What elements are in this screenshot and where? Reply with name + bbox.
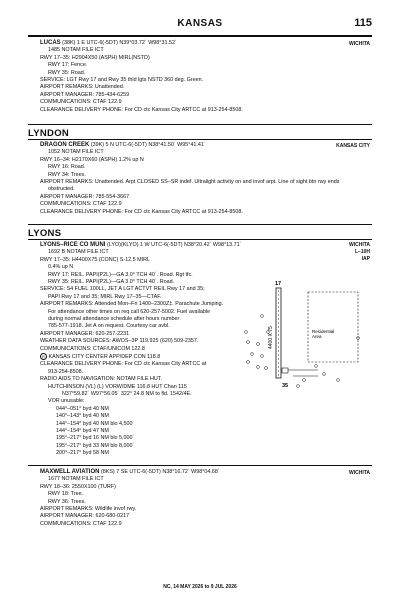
residential-area-boundary bbox=[308, 292, 358, 362]
airport-diagram bbox=[238, 276, 368, 394]
section-rule bbox=[28, 224, 372, 225]
dragon-region: KANSAS CITY bbox=[336, 143, 370, 149]
lucas-entry: LUCAS (38K) 1 E UTC-6(-5DT) N39°03.72´ W98°31.52´ 1485 NOTAM FILE ICT RWY 17–35: H2904X50 (ASPH) MIRL(NSTD) RWY 17: Fence. RWY 35: Road. SERVICE: LGT Rwy 17 and Rwy 35 thld lgts NSTD 360 deg. Green. AIRPORT REMARKS: Unattended. AIRPORT MANAGER: 785-434-6259 COMMUNICATIONS: CTAF 122.9 CLEARANCE DELIVERY PHONE: For CD ctc Kansas City ARTCC at 913-254-8508. bbox=[40, 40, 243, 113]
section-rule bbox=[28, 124, 372, 125]
effective-dates-footer: NC, 14 MAY 2026 to 9 JUL 2026 bbox=[163, 584, 237, 590]
obstacle-marker bbox=[261, 355, 264, 358]
lyons-entry: LYONS–RICE CO MUNI (LYO)(KLYO) 1 W UTC-6(-5DT) N38°20.42´ W98°13.71´ 1692 B NOTAM FILE ICT RWY 17–35: H4400X75 (CONC) S-12.5 MIRL 0.4% up N RWY 17: REIL. PAPI(P2L)—GA 3.0° TCH 40´. Road. Rgt tfc. RWY 35: REIL. PAPI(P2L)—GA 3.0° TCH 40´. Road. SERVICE: S4 FUEL 100LL, JET A LGT ACTVT REIL Rwy 17 and 35; PAPI Rwy 17 and 35; MIRL Rwy 17–35—CTAF. AIRPORT REMARKS: Attended Mon–Fri 1400–2300Z‡. Parachute Jumping. For attendance other times on req call 620-257-5002. Fuel available during normal attendance schedule after hours number 785-577-1918. Jet A on request. Courtesy car avbl. AIRPORT MANAGER: 620-257-2231 WEATHER DATA SOURCES: AWOS–3P 119.925 (620) 509-2357. COMMUNICATIONS: CTAF/UNICOM 122.8 R KANSAS CITY CENTER APP/DEP CON 118.8 CLEARANCE DELIVERY PHONE: For CD ctc Kansas City ARTCC at 913-254-8508. RADIO AIDS TO NAVIGATION: NOTAM FILE HUT. HUTCHINSON (VL) (L) VORW/DME 116.8 HUT Chan 115 N37°59.82´ W97°56.05´ 322° 24.8 NM to fld. 1542/4E. VOR unusable: 044°–051° byd 40 NM 140°–143° byd 40 NM 144°–154° byd 40 NM blo 4,500´ 144°–154° byd 47 NM 195°–217° byd 16 NM blo 5,000´ 195°–217° byd 33 NM blo 8,000´ 200°–217° byd 58 NM bbox=[40, 242, 242, 457]
airport-name: LUCAS bbox=[40, 40, 61, 46]
residential-label: Residential bbox=[312, 329, 335, 334]
section-rule bbox=[28, 465, 372, 466]
runway-17-label: 17 bbox=[275, 281, 282, 287]
obstacle-marker bbox=[261, 315, 264, 318]
obstacle-marker bbox=[297, 385, 300, 388]
obstacle-marker bbox=[303, 379, 306, 382]
runway-35-label: 35 bbox=[282, 383, 289, 389]
obstacle-marker bbox=[323, 373, 326, 376]
header-rule bbox=[28, 35, 372, 37]
obstacle-marker bbox=[257, 343, 260, 346]
area-label: Area bbox=[312, 334, 322, 339]
airport-name: MAXWELL AVIATION bbox=[40, 469, 100, 475]
airport-name: DRAGON CREEK bbox=[40, 142, 90, 148]
city-heading-lyndon: LYNDON bbox=[28, 128, 70, 139]
dragon-entry: DRAGON CREEK (39K) 5 N UTC-6(-5DT) N38°41.50´ W95°41.41´ 1052 NOTAM FILE ICT RWY 16–34: H2170X60 (ASPH) 1.2% up N RWY 16: Road. RWY 34: Trees. AIRPORT REMARKS: Unattended. Arpt CLOSED SS–SR indef. Ultralight activity on and invof arpt. Line of sight btn rwy ends obstructed. AIRPORT MANAGER: 785-554-3667 COMMUNICATIONS: CTAF 122.9 CLEARANCE DELIVERY PHONE: For CD ctc Kansas City ARTCC at 913-254-8508. bbox=[40, 142, 340, 215]
section-rule bbox=[28, 139, 372, 140]
page-header bbox=[28, 18, 372, 34]
page-number: 115 bbox=[354, 17, 372, 29]
airport-name: LYONS–RICE CO MUNI bbox=[40, 242, 106, 248]
obstacle-marker bbox=[247, 341, 250, 344]
obstacle-marker bbox=[251, 353, 254, 356]
apron bbox=[282, 368, 288, 373]
maxwell-entry: MAXWELL AVIATION (8KS) 7 SE UTC-6(-5DT) N38°16.72´ W98°04.68´ 1677 NOTAM FILE ICT RWY 18–36: 2550X100 (TURF) RWY 18: Tree. RWY 36: Trees. AIRPORT REMARKS: Wildlife invof rwy. AIRPORT MANAGER: 620-680-0217 COMMUNICATIONS: CTAF 122.9 bbox=[40, 469, 220, 527]
section-rule bbox=[28, 239, 372, 240]
lucas-region: WICHITA bbox=[348, 41, 370, 47]
maxwell-region: WICHITA bbox=[348, 470, 370, 476]
runway-dimensions: 4400 X 75 bbox=[268, 326, 274, 349]
runway bbox=[276, 288, 281, 378]
approach-control-icon: R bbox=[40, 353, 47, 360]
city-heading-lyons: LYONS bbox=[28, 228, 62, 239]
obstacle-marker bbox=[265, 367, 268, 370]
obstacle-marker bbox=[245, 331, 248, 334]
obstacle-marker bbox=[337, 379, 340, 382]
obstacle-marker bbox=[247, 361, 250, 364]
lyons-chart-refs: WICHITA L–10H IAP bbox=[348, 242, 370, 262]
state-title: KANSAS bbox=[177, 18, 223, 29]
obstacle-marker bbox=[257, 366, 260, 369]
obstacle-marker bbox=[315, 365, 318, 368]
